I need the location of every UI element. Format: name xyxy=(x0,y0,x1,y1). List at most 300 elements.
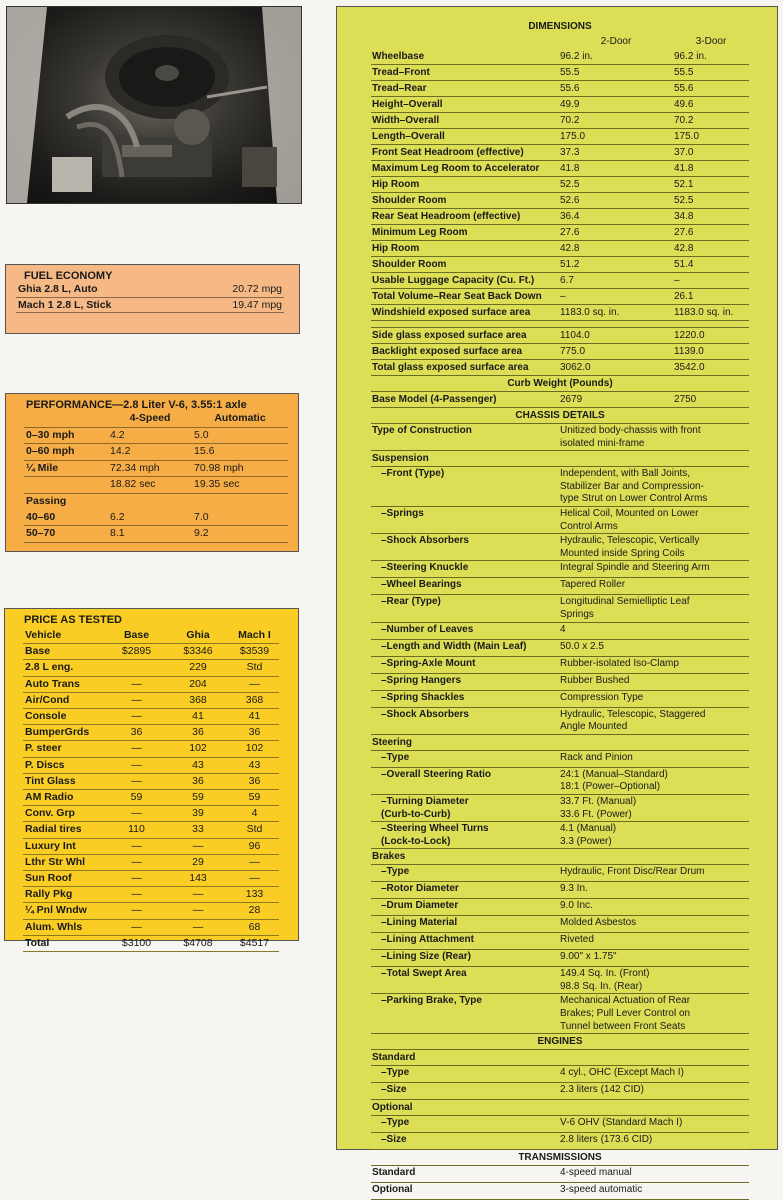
table-row xyxy=(23,644,279,660)
cell: 37.3 xyxy=(559,145,673,161)
performance-table xyxy=(24,411,288,543)
cell: Rack and Pinion xyxy=(559,750,749,767)
cell: — xyxy=(107,887,166,903)
table-row xyxy=(371,129,749,145)
table-row xyxy=(23,919,279,935)
row-label: Hip Room xyxy=(371,241,559,257)
table-row xyxy=(371,344,749,360)
cell: 55.5 xyxy=(559,65,673,81)
cell: 70.98 mph xyxy=(192,460,288,477)
row-label: Conv. Grp xyxy=(23,806,107,822)
section-heading-row xyxy=(371,408,749,424)
table-row xyxy=(371,467,749,507)
table-row xyxy=(371,1166,749,1183)
cell: 229 xyxy=(166,660,230,676)
table-row xyxy=(371,193,749,209)
cell: 9.2 xyxy=(192,526,288,543)
row-label: Type of Construction xyxy=(371,424,559,451)
column-header: 4-Speed xyxy=(108,411,192,427)
row-label: –Lining Attachment xyxy=(371,933,559,950)
table-row xyxy=(371,305,749,321)
table-row xyxy=(371,794,749,821)
column-header: Mach I xyxy=(230,628,279,644)
subsection-row xyxy=(371,451,749,467)
table-row xyxy=(371,899,749,916)
table-header xyxy=(371,34,749,49)
cell xyxy=(192,493,288,509)
section-heading: DIMENSIONS xyxy=(528,21,592,32)
row-label: –Length and Width (Main Leaf) xyxy=(371,639,559,656)
fuel-economy-title: FUEL ECONOMY xyxy=(24,270,113,282)
cell: Independent, with Ball Joints, Stabilizer Bar and Compression-type Strut on Lower Control Arms xyxy=(559,467,749,507)
table-row xyxy=(24,427,288,444)
cell: — xyxy=(166,903,230,919)
row-label: Lthr Str Whl xyxy=(23,854,107,870)
cell: — xyxy=(107,692,166,708)
row-label: –Rear (Type) xyxy=(371,595,559,622)
row-label: Total Volume–Rear Seat Back Down xyxy=(371,289,559,305)
cell: 50.0 x 2.5 xyxy=(559,639,749,656)
cell: — xyxy=(230,871,279,887)
cell: 42.8 xyxy=(673,241,749,257)
row-label: Shoulder Room xyxy=(371,257,559,273)
cell: 36 xyxy=(166,725,230,741)
row-label: Tread–Rear xyxy=(371,81,559,97)
row-label: 50–70 xyxy=(24,526,108,543)
section-heading-row xyxy=(371,1034,749,1050)
cell: 175.0 xyxy=(673,129,749,145)
cell: 27.6 xyxy=(673,225,749,241)
price-table xyxy=(23,628,279,952)
column-header: Automatic xyxy=(192,411,288,427)
column-header: 3-Door xyxy=(695,36,727,47)
cell: $3100 xyxy=(107,935,166,951)
cell: 55.6 xyxy=(559,81,673,97)
cell: 70.2 xyxy=(559,113,673,129)
cell: 72.34 mph xyxy=(108,460,192,477)
fuel-value: 19.47 mpg xyxy=(189,297,284,313)
subsection-row xyxy=(371,734,749,750)
row-label: –Lining Size (Rear) xyxy=(371,950,559,967)
cell: 52.5 xyxy=(673,193,749,209)
cell: Rubber Bushed xyxy=(559,673,749,690)
cell: 1139.0 xyxy=(673,344,749,360)
cell: Compression Type xyxy=(559,690,749,707)
row-label: Base Model (4-Passenger) xyxy=(371,392,559,408)
column-header: Ghia xyxy=(166,628,230,644)
cell: 3062.0 xyxy=(559,360,673,376)
table-row xyxy=(371,595,749,622)
row-label: ¼ Mile xyxy=(24,460,108,477)
fuel-label: Ghia 2.8 L, Auto xyxy=(16,282,189,297)
row-label: Radial tires xyxy=(23,822,107,838)
cell: 5.0 xyxy=(192,427,288,444)
column-header: Vehicle xyxy=(23,628,107,644)
cell: 3-speed automatic xyxy=(559,1183,749,1200)
table-row xyxy=(371,1083,749,1100)
table-row xyxy=(23,757,279,773)
cell: — xyxy=(166,919,230,935)
table-row xyxy=(24,477,288,494)
cell: 6.7 xyxy=(559,273,673,289)
row-label: Usable Luggage Capacity (Cu. Ft.) xyxy=(371,273,559,289)
row-label: –Number of Leaves xyxy=(371,622,559,639)
cell: Unitized body-chassis with front isolated mini-frame xyxy=(559,424,749,451)
table-row xyxy=(371,933,749,950)
cell: 775.0 xyxy=(559,344,673,360)
row-label: Shoulder Room xyxy=(371,193,559,209)
row-label: P. Discs xyxy=(23,757,107,773)
cell: 8.1 xyxy=(108,526,192,543)
subsection-label: Optional xyxy=(371,1100,749,1116)
row-label: 40–60 xyxy=(24,510,108,526)
table-row xyxy=(23,822,279,838)
table-row xyxy=(23,806,279,822)
cell: 52.1 xyxy=(673,177,749,193)
cell: 368 xyxy=(166,692,230,708)
table-row xyxy=(371,639,749,656)
cell: 102 xyxy=(230,741,279,757)
fuel-value: 20.72 mpg xyxy=(189,282,284,297)
row-label xyxy=(24,477,108,494)
cell: 149.4 Sq. In. (Front) 98.8 Sq. In. (Rear) xyxy=(559,967,749,994)
cell: 133 xyxy=(230,887,279,903)
section-heading-row xyxy=(371,19,749,34)
table-row xyxy=(371,424,749,451)
cell: 3542.0 xyxy=(673,360,749,376)
table-row xyxy=(371,916,749,933)
row-label: Hip Room xyxy=(371,177,559,193)
cell: — xyxy=(107,709,166,725)
cell: 1183.0 sq. in. xyxy=(673,305,749,321)
row-label: –Turning Diameter (Curb-to-Curb) xyxy=(371,794,559,821)
row-label: –Size xyxy=(371,1133,559,1150)
price-box xyxy=(4,608,299,949)
cell: 4-speed manual xyxy=(559,1166,749,1183)
cell xyxy=(107,660,166,676)
table-row xyxy=(23,676,279,692)
cell: 55.6 xyxy=(673,81,749,97)
row-label: –Spring Shackles xyxy=(371,690,559,707)
row-label: –Size xyxy=(371,1083,559,1100)
fuel-economy-table xyxy=(16,282,284,313)
section-heading: Curb Weight (Pounds) xyxy=(371,376,749,392)
cell: $4517 xyxy=(230,935,279,951)
cell: 143 xyxy=(166,871,230,887)
cell: $3346 xyxy=(166,644,230,660)
cell: — xyxy=(107,919,166,935)
table-row xyxy=(371,1133,749,1150)
table-row xyxy=(24,526,288,543)
table-row xyxy=(371,328,749,344)
cell: 33 xyxy=(166,822,230,838)
table-row xyxy=(371,994,749,1034)
cell: 1104.0 xyxy=(559,328,673,344)
cell: — xyxy=(107,903,166,919)
cell: 36 xyxy=(230,773,279,789)
engine-photo xyxy=(6,6,302,204)
cell: 51.2 xyxy=(559,257,673,273)
cell: 204 xyxy=(166,676,230,692)
specifications-box xyxy=(336,6,778,1196)
cell: 43 xyxy=(230,757,279,773)
row-label: AM Radio xyxy=(23,790,107,806)
cell: — xyxy=(107,741,166,757)
table-row xyxy=(371,622,749,639)
cell: 9.00" x 1.75" xyxy=(559,950,749,967)
table-row xyxy=(371,767,749,794)
row-label: Console xyxy=(23,709,107,725)
row-label: Wheelbase xyxy=(371,49,559,65)
cell: 96.2 in. xyxy=(559,49,673,65)
cell: 26.1 xyxy=(673,289,749,305)
cell: 41.8 xyxy=(673,161,749,177)
table-row xyxy=(371,392,749,408)
table-row xyxy=(371,97,749,113)
row-label: –Shock Absorbers xyxy=(371,707,559,734)
row-label: Backlight exposed surface area xyxy=(371,344,559,360)
row-label: –Steering Knuckle xyxy=(371,561,559,578)
row-label: Luxury Int xyxy=(23,838,107,854)
table-row xyxy=(371,241,749,257)
table-row xyxy=(371,257,749,273)
cell: 59 xyxy=(230,790,279,806)
cell: 51.4 xyxy=(673,257,749,273)
row-label: 2.8 L eng. xyxy=(23,660,107,676)
cell: 36 xyxy=(230,725,279,741)
row-label: BumperGrds xyxy=(23,725,107,741)
row-label: –Lining Material xyxy=(371,916,559,933)
cell: — xyxy=(230,854,279,870)
row-label: P. steer xyxy=(23,741,107,757)
cell: 96 xyxy=(230,838,279,854)
cell: — xyxy=(166,838,230,854)
cell: $4708 xyxy=(166,935,230,951)
row-label: Minimum Leg Room xyxy=(371,225,559,241)
cell xyxy=(108,493,192,509)
cell: — xyxy=(107,676,166,692)
row-label: Height–Overall xyxy=(371,97,559,113)
table-row xyxy=(371,822,749,849)
cell: 59 xyxy=(107,790,166,806)
cell: – xyxy=(673,273,749,289)
cell: 2.8 liters (173.6 CID) xyxy=(559,1133,749,1150)
cell: 368 xyxy=(230,692,279,708)
table-row xyxy=(371,967,749,994)
table-row xyxy=(24,444,288,461)
table-row xyxy=(23,660,279,676)
cell: 55.5 xyxy=(673,65,749,81)
cell: 19.35 sec xyxy=(192,477,288,494)
row-label: Side glass exposed surface area xyxy=(371,328,559,344)
cell: 1183.0 sq. in. xyxy=(559,305,673,321)
cell: 33.7 Ft. (Manual) 33.6 Ft. (Power) xyxy=(559,794,749,821)
column-header: 2-Door xyxy=(600,36,632,47)
row-label: –Total Swept Area xyxy=(371,967,559,994)
table-row xyxy=(23,903,279,919)
row-label: 0–30 mph xyxy=(24,427,108,444)
row-label: –Type xyxy=(371,1116,559,1133)
cell: 2679 xyxy=(559,392,673,408)
cell: 39 xyxy=(166,806,230,822)
row-label: Auto Trans xyxy=(23,676,107,692)
cell: 34.8 xyxy=(673,209,749,225)
cell: 6.2 xyxy=(108,510,192,526)
cell: 24:1 (Manual–Standard) 18:1 (Power–Optional) xyxy=(559,767,749,794)
cell: Riveted xyxy=(559,933,749,950)
table-header xyxy=(24,411,288,427)
table-row xyxy=(371,707,749,734)
engine-bay-illustration xyxy=(7,7,301,203)
row-label: –Springs xyxy=(371,506,559,533)
table-row xyxy=(371,360,749,376)
table-row xyxy=(23,773,279,789)
table-row xyxy=(371,950,749,967)
cell: 43 xyxy=(166,757,230,773)
cell: 96.2 in. xyxy=(673,49,749,65)
cell: Std xyxy=(230,660,279,676)
cell: Hydraulic, Telescopic, Staggered Angle Mounted xyxy=(559,707,749,734)
table-row xyxy=(23,887,279,903)
row-label: Maximum Leg Room to Accelerator xyxy=(371,161,559,177)
table-row xyxy=(371,65,749,81)
cell: $3539 xyxy=(230,644,279,660)
cell: 2.3 liters (142 CID) xyxy=(559,1083,749,1100)
cell: — xyxy=(107,806,166,822)
cell: 7.0 xyxy=(192,510,288,526)
column-header: Base xyxy=(107,628,166,644)
table-row xyxy=(23,790,279,806)
table-row xyxy=(23,935,279,951)
table-row xyxy=(371,578,749,595)
cell: Longitudinal Semielliptic Leaf Springs xyxy=(559,595,749,622)
cell: 4 xyxy=(559,622,749,639)
table-row xyxy=(371,81,749,97)
row-label: Length–Overall xyxy=(371,129,559,145)
row-label: Windshield exposed surface area xyxy=(371,305,559,321)
row-label: Rear Seat Headroom (effective) xyxy=(371,209,559,225)
section-heading: TRANSMISSIONS xyxy=(371,1150,749,1166)
table-row xyxy=(371,865,749,882)
specifications-table xyxy=(371,19,749,1200)
row-label: Width–Overall xyxy=(371,113,559,129)
subsection-label: Brakes xyxy=(371,849,749,865)
cell: Helical Coil, Mounted on Lower Control Arms xyxy=(559,506,749,533)
row-label: Total glass exposed surface area xyxy=(371,360,559,376)
cell: 4 xyxy=(230,806,279,822)
table-row xyxy=(371,161,749,177)
cell: – xyxy=(559,289,673,305)
cell: — xyxy=(107,757,166,773)
row-label: Tint Glass xyxy=(23,773,107,789)
table-row xyxy=(24,493,288,509)
table-row xyxy=(371,1183,749,1200)
row-label: Tread–Front xyxy=(371,65,559,81)
cell: 18.82 sec xyxy=(108,477,192,494)
table-row xyxy=(371,1116,749,1133)
cell: Mechanical Actuation of Rear Brakes; Pull Lever Control on Tunnel between Front Seats xyxy=(559,994,749,1034)
subsection-label: Steering xyxy=(371,734,749,750)
row-label: –Shock Absorbers xyxy=(371,534,559,561)
table-row xyxy=(23,871,279,887)
cell: 9.3 In. xyxy=(559,882,749,899)
table-row xyxy=(371,1066,749,1083)
row-label: –Spring Hangers xyxy=(371,673,559,690)
table-header xyxy=(23,628,279,644)
row-label: Base xyxy=(23,644,107,660)
cell: 42.8 xyxy=(559,241,673,257)
cell: Integral Spindle and Steering Arm xyxy=(559,561,749,578)
row-label: Total xyxy=(23,935,107,951)
cell: 49.6 xyxy=(673,97,749,113)
table-row xyxy=(371,177,749,193)
row-label: Air/Cond xyxy=(23,692,107,708)
table-row xyxy=(23,692,279,708)
cell: Std xyxy=(230,822,279,838)
row-label: Sun Roof xyxy=(23,871,107,887)
row-label: Front Seat Headroom (effective) xyxy=(371,145,559,161)
table-row xyxy=(23,709,279,725)
cell: 2750 xyxy=(673,392,749,408)
performance-box xyxy=(5,393,299,552)
cell: 59 xyxy=(166,790,230,806)
row-label: –Type xyxy=(371,1066,559,1083)
table-row xyxy=(23,854,279,870)
table-row xyxy=(371,561,749,578)
cell: 14.2 xyxy=(108,444,192,461)
row-label: ¼ Pnl Wndw xyxy=(23,903,107,919)
table-row xyxy=(23,741,279,757)
fuel-label: Mach 1 2.8 L, Stick xyxy=(16,297,189,313)
subsection-label: Suspension xyxy=(371,451,749,467)
cell: 37.0 xyxy=(673,145,749,161)
table-row xyxy=(371,690,749,707)
cell: Molded Asbestos xyxy=(559,916,749,933)
cell: 102 xyxy=(166,741,230,757)
row-label: 0–60 mph xyxy=(24,444,108,461)
subsection-label: Standard xyxy=(371,1050,749,1066)
row-label: Passing xyxy=(26,494,67,507)
cell: 110 xyxy=(107,822,166,838)
table-row xyxy=(371,113,749,129)
table-row xyxy=(16,282,284,297)
cell: $2895 xyxy=(107,644,166,660)
cell: 41.8 xyxy=(559,161,673,177)
row-label: –Parking Brake, Type xyxy=(371,994,559,1034)
cell: 41 xyxy=(230,709,279,725)
cell: 41 xyxy=(166,709,230,725)
cell: 9.0 Inc. xyxy=(559,899,749,916)
performance-title: PERFORMANCE—2.8 Liter V-6, 3.55:1 axle xyxy=(26,399,247,411)
row-label: Standard xyxy=(371,1166,559,1183)
row-label: –Overall Steering Ratio xyxy=(371,767,559,794)
table-row xyxy=(371,273,749,289)
row-label: –Spring-Axle Mount xyxy=(371,656,559,673)
fuel-economy-box xyxy=(5,264,300,334)
subsection-row xyxy=(371,1050,749,1066)
table-row xyxy=(371,145,749,161)
section-heading: CHASSIS DETAILS xyxy=(371,408,749,424)
row-label: –Drum Diameter xyxy=(371,899,559,916)
row-label: Rally Pkg xyxy=(23,887,107,903)
table-row xyxy=(371,506,749,533)
table-row xyxy=(23,725,279,741)
subsection-row xyxy=(371,1100,749,1116)
cell: 36.4 xyxy=(559,209,673,225)
table-row xyxy=(371,656,749,673)
row-label: –Rotor Diameter xyxy=(371,882,559,899)
cell: 68 xyxy=(230,919,279,935)
